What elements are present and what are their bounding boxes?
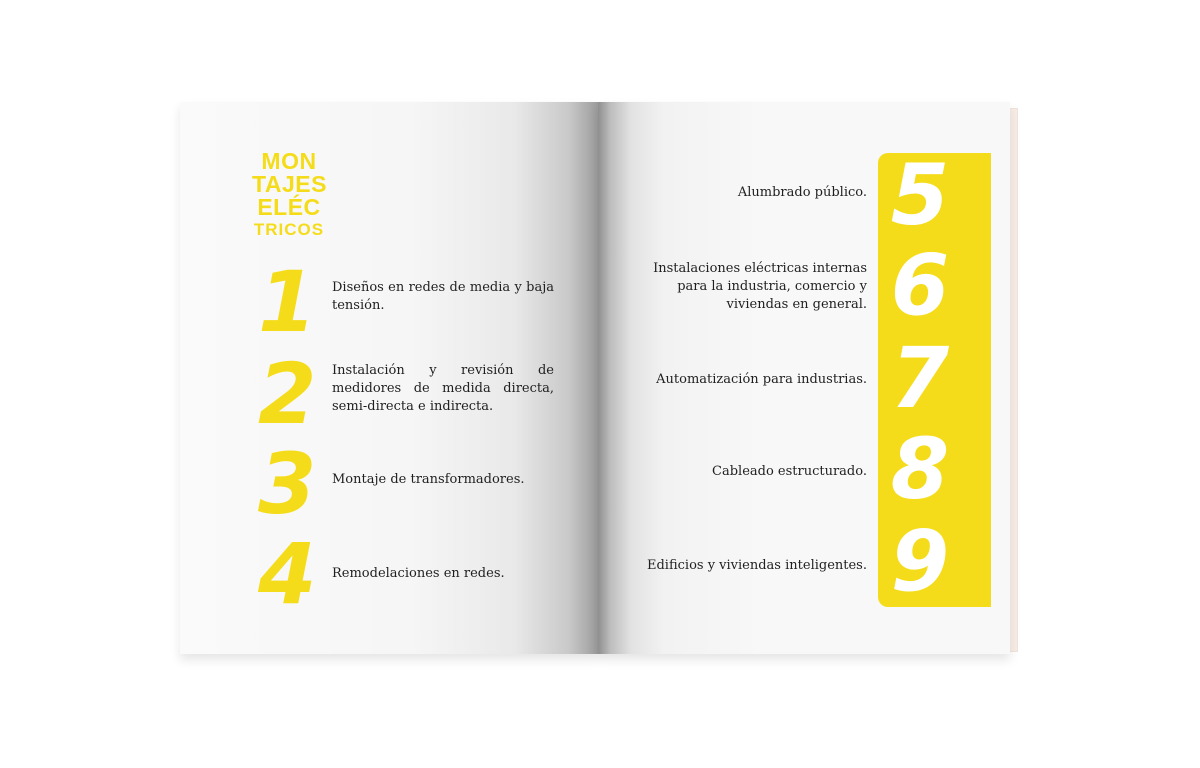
section-title bbox=[252, 150, 326, 241]
item-number-5: 5 bbox=[890, 146, 950, 244]
title-line-3: ELÉC bbox=[257, 194, 321, 220]
item-text-8: Cableado estructurado. bbox=[712, 464, 867, 479]
item-text-6: Instalaciones eléctricas internas para la industria, comercio y viviendas en general. bbox=[653, 261, 867, 312]
title-line-2: TAJES bbox=[252, 171, 327, 197]
item-text-7: Automatización para industrias. bbox=[656, 372, 867, 387]
item-number-1: 1 bbox=[258, 253, 317, 351]
item-number-9: 9 bbox=[890, 512, 950, 610]
item-number-4: 4 bbox=[258, 525, 317, 623]
title-line-4: TRICOS bbox=[253, 220, 325, 239]
item-text-5: Alumbrado público. bbox=[737, 185, 867, 200]
item-text-1: Diseños en redes de media y baja tensión. bbox=[332, 280, 554, 313]
title-line-1: MON bbox=[261, 148, 317, 174]
item-number-7: 7 bbox=[890, 329, 950, 427]
item-number-6: 6 bbox=[890, 236, 950, 334]
item-number-2: 2 bbox=[258, 345, 317, 443]
item-text-9: Edificios y viviendas inteligentes. bbox=[646, 558, 867, 573]
item-text-4: Remodelaciones en redes. bbox=[332, 566, 505, 581]
item-number-3: 3 bbox=[258, 435, 317, 533]
item-number-8: 8 bbox=[890, 420, 950, 518]
item-text-2: Instalación y revisión de medidores de medida directa, semi-directa e indirecta. bbox=[332, 363, 554, 414]
item-text-3: Montaje de transformadores. bbox=[332, 472, 525, 487]
